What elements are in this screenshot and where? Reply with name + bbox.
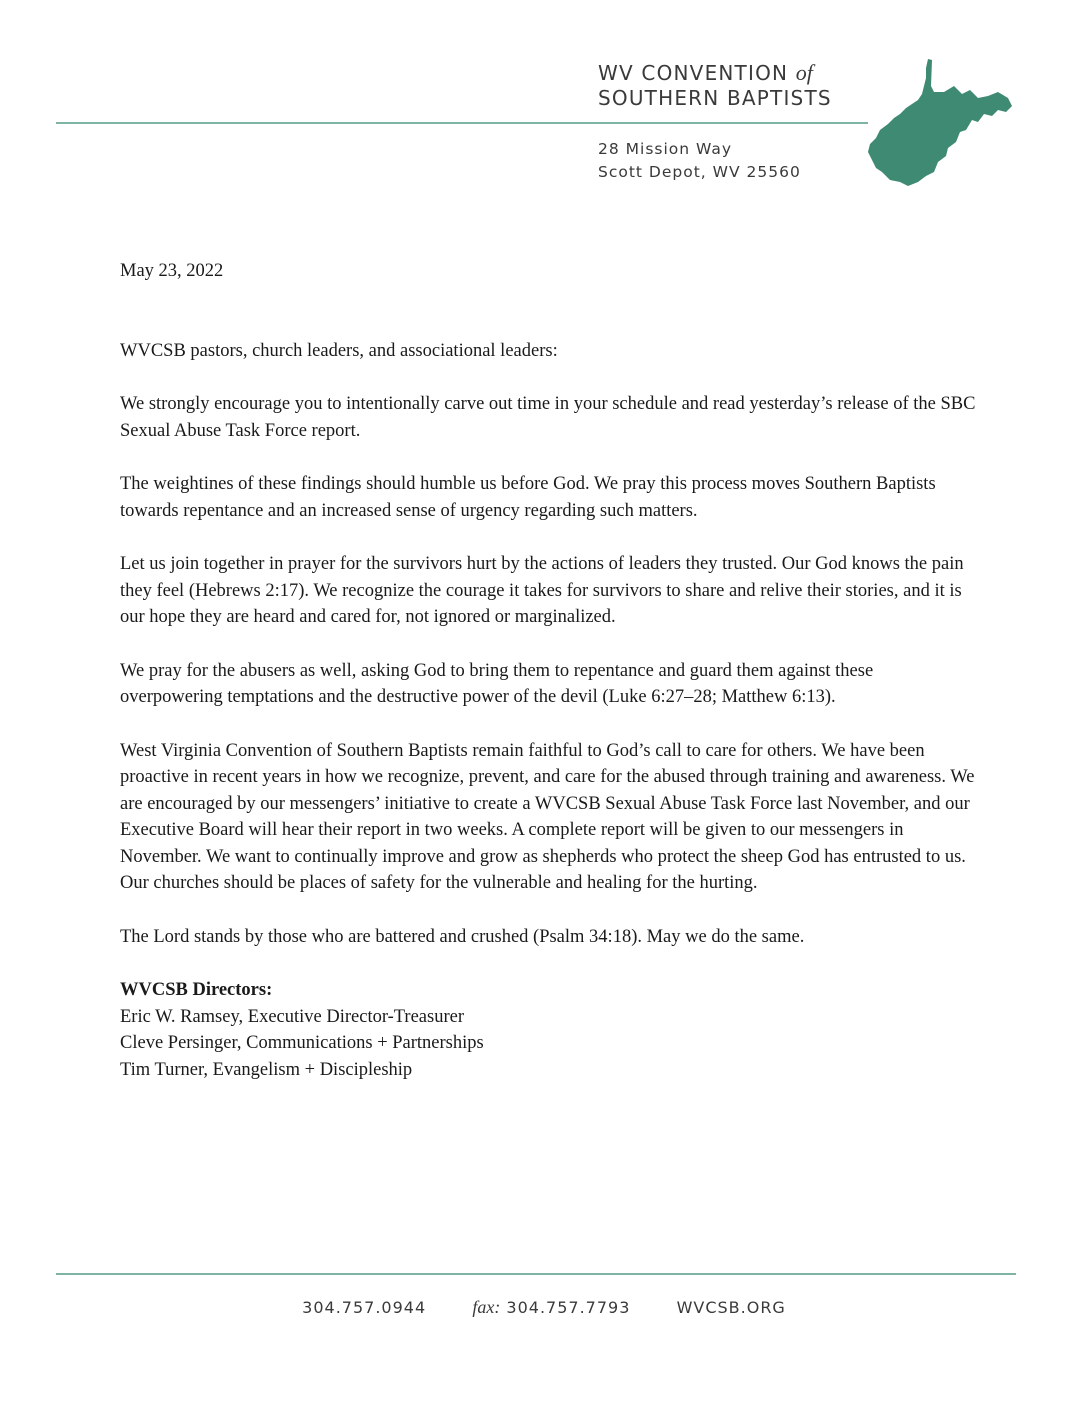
mailing-address xyxy=(598,138,801,184)
signatory: Cleve Persinger, Communications + Partnerships xyxy=(120,1033,484,1053)
organization-name-line2: SOUTHERN BAPTISTS xyxy=(598,86,832,110)
letterhead-footer xyxy=(0,1297,1088,1318)
west-virginia-map-icon xyxy=(862,56,1014,188)
signature-block xyxy=(120,977,980,1083)
letter-paragraph: We pray for the abusers as well, asking God to bring them to repentance and guard them against these overpowering temptations and the destructive power of the devil (Luke 6:27–28; Matthew 6:13). xyxy=(120,660,874,707)
letter-paragraph: Let us join together in prayer for the survivors hurt by the actions of leaders they trusted. Our God knows the pain they feel (Hebrews 2:17). We recognize the courage it takes for survivors to share and relive their stories, and it is our hope they are heard and cared for, not ignored or marginalized. xyxy=(120,554,964,627)
letter-salutation: WVCSB pastors, church leaders, and associational leaders: xyxy=(120,340,558,361)
signatory: Eric W. Ramsey, Executive Director-Treasurer xyxy=(120,1006,464,1027)
address-city-state-zip: Scott Depot, WV 25560 xyxy=(598,163,801,181)
letter-paragraph: The Lord stands by those who are battered and crushed (Psalm 34:18). May we do the same. xyxy=(120,926,805,947)
signatory: Tim Turner, Evangelism + Discipleship xyxy=(120,1059,413,1080)
footer-phone: 304.757.0944 xyxy=(302,1298,427,1317)
organization-name-of: of xyxy=(795,60,813,85)
footer-website: WVCSB.ORG xyxy=(676,1298,786,1317)
address-street: 28 Mission Way xyxy=(598,140,733,158)
organization-name xyxy=(598,60,832,111)
organization-name-line1: WV CONVENTION of xyxy=(598,60,813,85)
letter-date: May 23, 2022 xyxy=(120,261,224,281)
footer-fax: 304.757.7793 xyxy=(506,1298,631,1317)
header-divider xyxy=(56,122,868,124)
letter-paragraph: We strongly encourage you to intentionally carve out time in your schedule and read yesterday’s release of the SBC Sexual Abuse Task Force report. xyxy=(120,394,976,441)
footer-fax-label: fax: xyxy=(472,1297,501,1317)
letter-body xyxy=(120,258,980,1083)
footer-divider xyxy=(56,1273,1016,1275)
letter-paragraph: The weightines of these findings should humble us before God. We pray this process moves Southern Baptists towards repentance and an increased sense of urgency regarding such matters. xyxy=(120,474,936,521)
signature-title: WVCSB Directors: xyxy=(120,980,273,1000)
letter-paragraph: West Virginia Convention of Southern Baptists remain faithful to God’s call to care for others. We have been proactive in recent years in how we recognize, prevent, and care for the abused through training and awareness. We are encouraged by our messengers’ initiative to create a WVCSB Sexual Abuse Task Force last November, and our Executive Board will hear their report in two weeks. A complete report will be given to our messengers in November. We want to continually improve and grow as shepherds who protect the sheep God has entrusted to us. Our churches should be places of safety for the vulnerable and healing for the hurting. xyxy=(120,740,975,893)
